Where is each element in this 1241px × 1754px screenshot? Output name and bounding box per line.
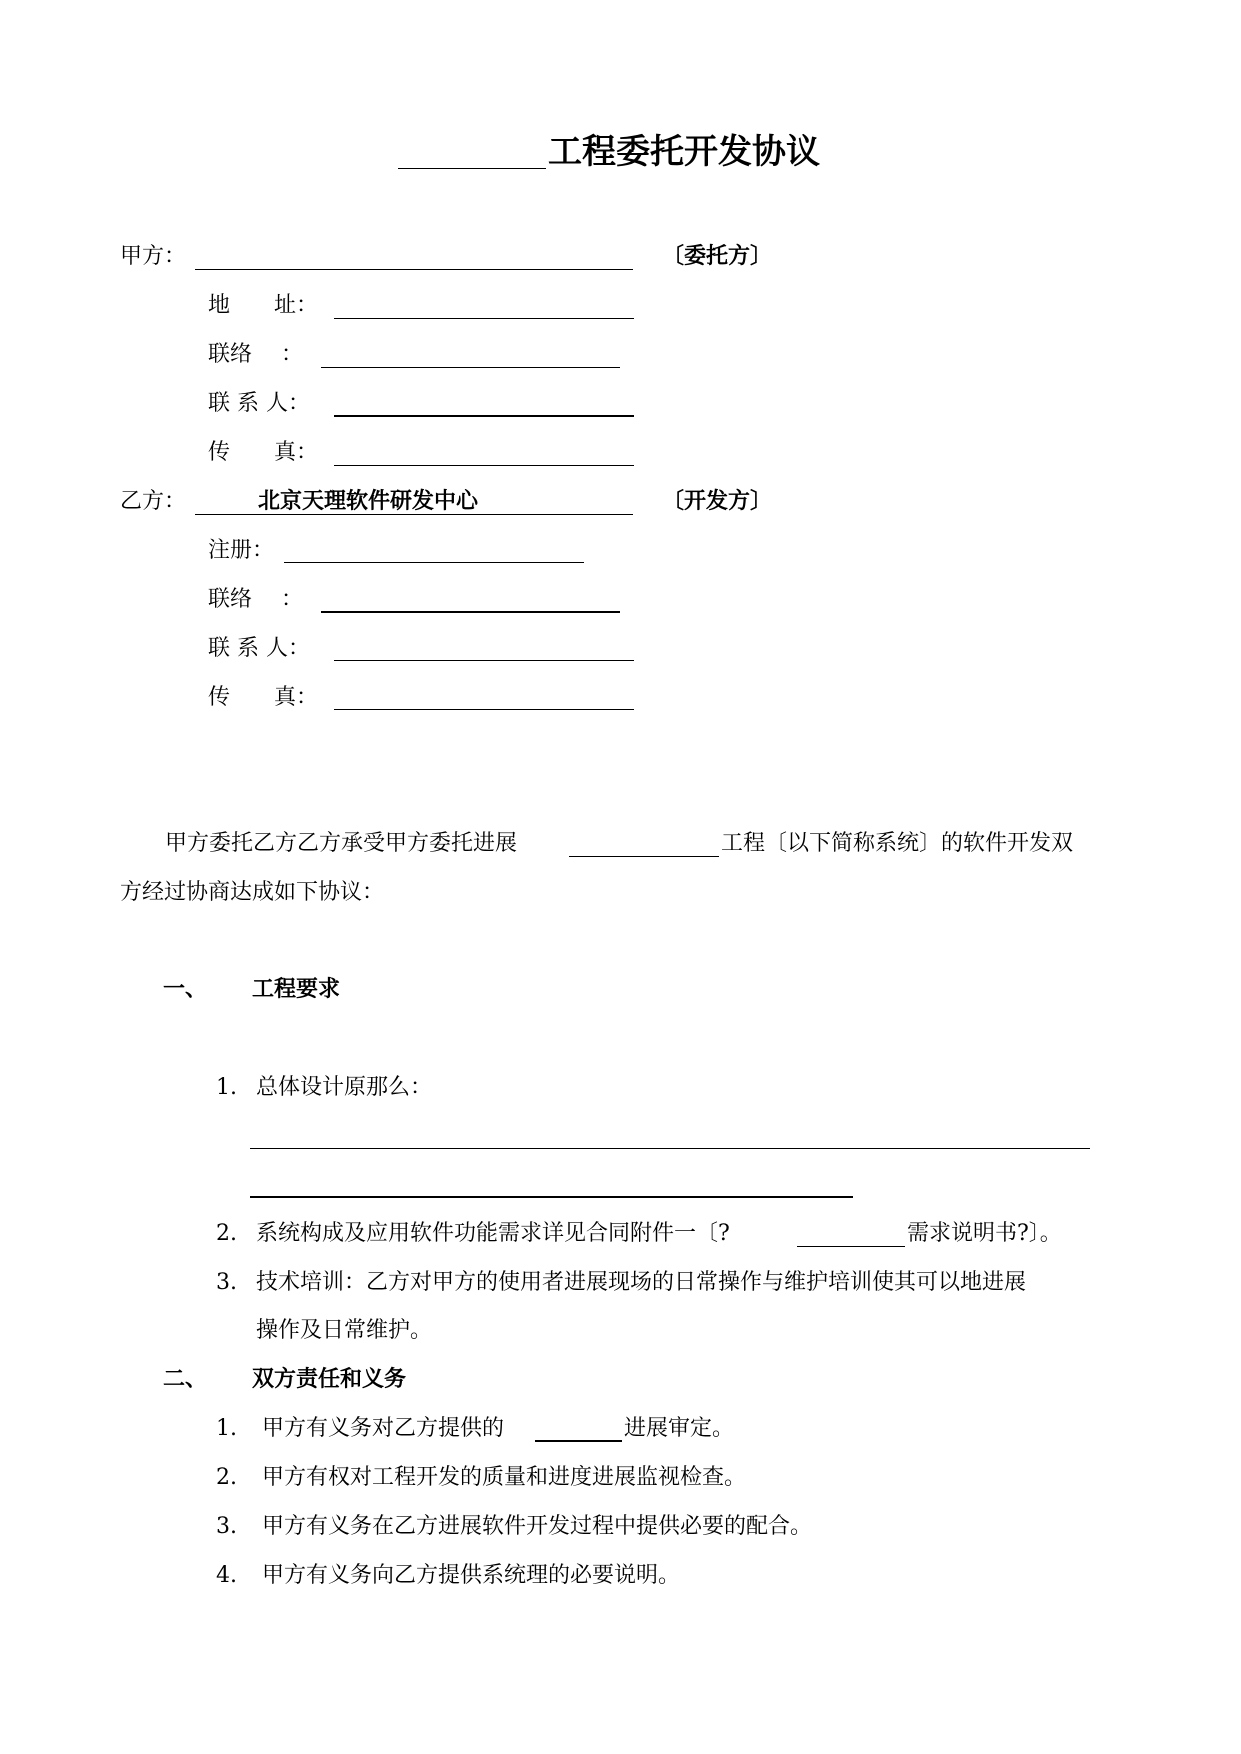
s1-item3-number: 3. <box>216 1270 237 1295</box>
s1-item1-underline-1 <box>250 1148 1090 1149</box>
s2-item1-text-start: 甲方有义务对乙方提供的 <box>262 1416 505 1441</box>
party-a-contact-underline <box>321 367 620 368</box>
party-b-contact-underline <box>321 611 620 613</box>
s1-item2-text-start: 系统构成及应用软件功能需求详见合同附件一〔? <box>256 1221 730 1246</box>
s2-item1-underline <box>535 1440 622 1442</box>
section1-number: 一、 <box>163 977 208 1002</box>
party-b-person-underline <box>334 660 634 661</box>
s2-item3-text: 甲方有义务在乙方进展软件开发过程中提供必要的配合。 <box>262 1514 813 1539</box>
s1-item3-text-line2: 操作及日常维护。 <box>256 1318 433 1343</box>
page-title: 工程委托开发协议 <box>548 132 820 172</box>
party-a-role: 〔委托方〕 <box>662 244 773 269</box>
party-b-contact-label: 联络 ： <box>208 587 303 612</box>
s2-item2-number: 2. <box>216 1465 237 1490</box>
section2-title: 双方责任和义务 <box>252 1367 407 1392</box>
intro-line2: 方经过协商达成如下协议： <box>120 880 385 905</box>
s2-item4-number: 4. <box>216 1563 237 1588</box>
s2-item4-text: 甲方有义务向乙方提供系统理的必要说明。 <box>262 1563 681 1588</box>
s1-item2-number: 2. <box>216 1221 237 1246</box>
party-a-fax-label: 传 真： <box>208 440 319 465</box>
party-a-fax-underline <box>334 465 634 466</box>
party-b-name-underline <box>195 514 633 515</box>
party-b-fax-label: 传 真： <box>208 685 319 710</box>
s1-item1-underline-2 <box>250 1196 853 1198</box>
party-b-fax-underline <box>334 709 634 710</box>
s2-item1-text-end: 进展审定。 <box>624 1416 735 1441</box>
party-a-person-label: 联 系 人： <box>208 391 310 416</box>
s1-item2-underline <box>797 1246 905 1247</box>
s2-item1-number: 1. <box>216 1416 237 1441</box>
s2-item2-text: 甲方有权对工程开发的质量和进度进展监视检查。 <box>262 1465 747 1490</box>
party-a-name-underline <box>195 269 633 270</box>
party-a-label: 甲方： <box>120 244 187 269</box>
s2-item3-number: 3. <box>216 1514 237 1539</box>
party-a-address-label: 地 址： <box>208 293 319 318</box>
party-b-registration-label: 注册： <box>208 538 275 563</box>
party-b-role: 〔开发方〕 <box>662 489 773 514</box>
party-b-label: 乙方： <box>120 489 187 514</box>
title-blank-underline <box>398 168 546 169</box>
s1-item1-number: 1. <box>216 1075 237 1100</box>
intro-line1-start: 甲方委托乙方乙方承受甲方委托进展 <box>165 831 518 856</box>
party-b-name: 北京天理软件研发中心 <box>258 489 479 514</box>
party-b-registration-underline <box>284 562 584 563</box>
party-a-contact-label: 联络 ： <box>208 342 303 367</box>
section1-title: 工程要求 <box>252 977 341 1002</box>
party-b-person-label: 联 系 人： <box>208 636 310 661</box>
s1-item3-text: 技术培训：乙方对甲方的使用者进展现场的日常操作与维护培训使其可以地进展 <box>256 1270 1027 1295</box>
party-a-person-underline <box>334 415 634 417</box>
s1-item2-text-end: 需求说明书?〕。 <box>907 1221 1062 1246</box>
party-a-address-underline <box>334 318 634 319</box>
s1-item1-text: 总体设计原那么： <box>256 1075 433 1100</box>
intro-line1-end: 工程〔以下简称系统〕的软件开发双 <box>721 831 1074 856</box>
intro-project-underline <box>569 856 719 857</box>
section2-number: 二、 <box>163 1367 208 1392</box>
